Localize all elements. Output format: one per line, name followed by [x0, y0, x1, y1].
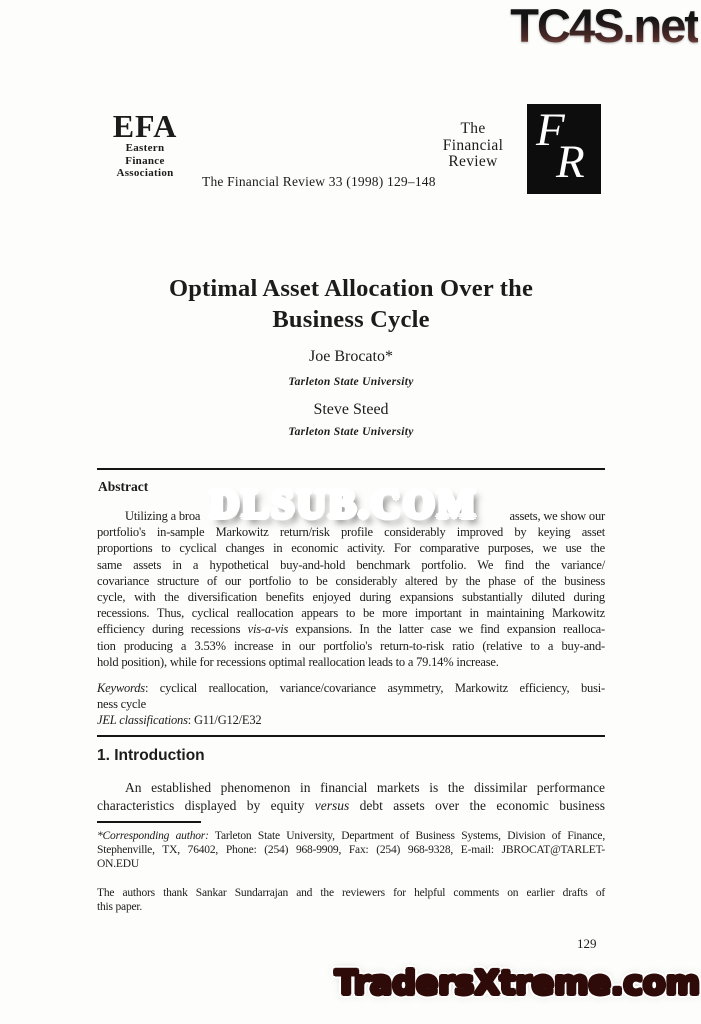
abstract-bottom-rule	[97, 735, 605, 737]
efa-logo	[99, 110, 191, 180]
footnote-rule	[97, 821, 201, 823]
text-line: Association	[116, 167, 174, 179]
text-line: The	[460, 120, 486, 137]
watermark-tradersxtreme: TradersXtreme.com	[334, 963, 700, 1002]
author-affiliation: Tarleton State University	[288, 426, 414, 438]
text-line: tion producing a 3.53% increase in our portfolio's return-to-risk ratio (relative to a buy-and-	[97, 638, 605, 653]
efa-org-name	[99, 142, 191, 180]
fr-logo-letter-r: R	[556, 136, 585, 188]
text-line: Finance	[125, 154, 165, 167]
text-line: Stephenville, TX, 76402, Phone: (254) 968-9909, Fax: (254) 968-9328, E-mail: JBROCAT@TARLET-	[97, 843, 605, 856]
text-line: this paper.	[97, 901, 143, 913]
keywords-block	[97, 680, 605, 729]
paper-title	[97, 273, 605, 335]
text-line: Financial	[442, 136, 504, 154]
text-line: same assets in a hypothetical buy-and-hold benchmark portfolio. We find the variance/	[97, 557, 605, 572]
introduction-paragraph	[97, 779, 605, 814]
text-line: portfolio's in-sample Markowitz return/risk profile considerably improved by keying asset	[97, 525, 605, 540]
text-line: An established phenomenon in financial markets is the dissimilar performance	[125, 780, 605, 795]
journal-name	[430, 121, 516, 171]
text-line: Keywords: cyclical reallocation, variance/covariance asymmetry, Markowitz efficiency, busi-	[97, 681, 605, 695]
text-line: characteristics displayed by equity versus debt assets over the economic business	[97, 797, 605, 813]
text-line: cycle, with the diversification benefits enjoyed during expansions substantially diluted during	[97, 590, 605, 605]
abstract-first-line-right: assets, we show our	[509, 509, 605, 523]
watermark-tc4s: TC4S.net	[510, 0, 698, 52]
abstract-top-rule	[97, 468, 605, 470]
text-line: *Corresponding author: Tarleton State University, Department of Business Systems, Division of Finance,	[97, 830, 606, 842]
text-line: proportions to cyclical changes in economic activity. For comparative purposes, we use the	[97, 541, 605, 556]
text-line: Eastern	[125, 142, 165, 154]
footnote-corresponding-author	[97, 830, 605, 871]
author-name: Steve Steed	[313, 401, 389, 418]
text-line: JEL classifications: G11/G12/E32	[97, 713, 262, 728]
text-line: hold position), while for recessions optimal reallocation leads to a 79.14% increase.	[97, 654, 499, 669]
page-number: 129	[577, 936, 597, 951]
text-line: efficiency during recessions vis-a-vis expansions. In the latter case we find expansion realloca-	[97, 622, 605, 637]
fr-logo-letter-f: F	[536, 104, 565, 156]
text-line: ON.EDU	[97, 857, 139, 870]
abstract-heading: Abstract	[98, 479, 149, 494]
text-line: The authors thank Sankar Sundarrajan and the reviewers for helpful comments on earlier drafts of	[97, 887, 605, 899]
text-line: Optimal Asset Allocation Over the	[168, 275, 534, 302]
journal-citation: The Financial Review 33 (1998) 129–148	[202, 174, 436, 189]
section-heading-introduction: 1. Introduction	[97, 747, 205, 764]
abstract-paragraph	[97, 508, 605, 670]
abstract-lines	[97, 524, 605, 670]
abstract-first-line-left: Utilizing a broa	[125, 509, 201, 523]
fr-logo	[527, 104, 601, 194]
author-name: Joe Brocato*	[309, 348, 393, 365]
efa-acronym: EFA	[112, 108, 178, 144]
text-line: ness cycle	[97, 697, 147, 712]
author-affiliation: Tarleton State University	[288, 376, 414, 388]
text-line: covariance structure of our portfolio to be considerably altered by the phase of the business	[97, 573, 605, 588]
text-line: Review	[448, 153, 498, 170]
text-line: Business Cycle	[272, 306, 430, 333]
text-line: recessions. Thus, cyclical reallocation appears to be more important in maintaining Markowitz	[97, 606, 605, 621]
footnote-acknowledgements	[97, 886, 605, 914]
watermark-dlsub: DLSUB.COM	[210, 481, 479, 526]
